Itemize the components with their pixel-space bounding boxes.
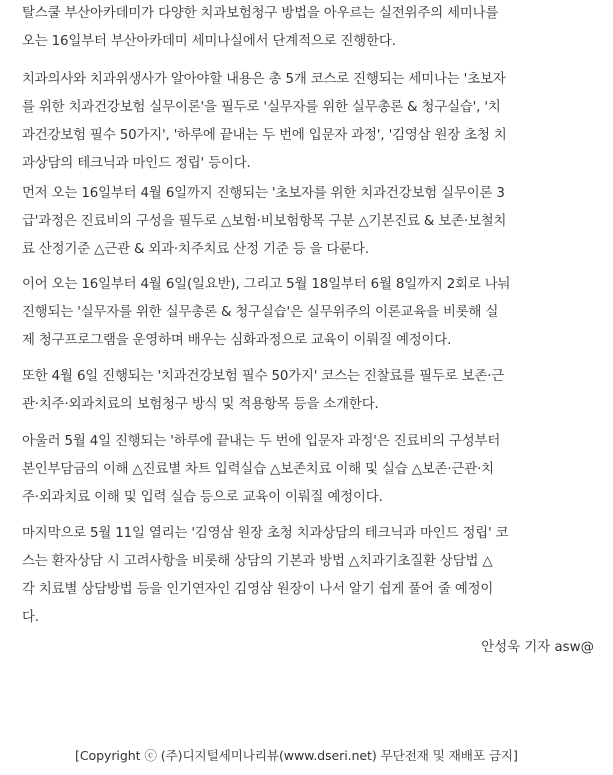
text-line: 아울러 5월 4일 진행되는 '하루에 끝내는 두 번에 입문자 과정'은 진료비의 구성부터 bbox=[22, 434, 501, 449]
paragraph-consultation-course bbox=[22, 520, 508, 632]
paragraph-practitioner-course bbox=[22, 271, 510, 355]
text-line: 과상담의 테크닉과 마인드 정립' 등이다. bbox=[22, 156, 251, 171]
text-line: 급'과정은 진료비의 구성을 필두로 △보험·비보험항목 구분 △기본진료 & 보존·보철치 bbox=[22, 214, 507, 229]
text-line: 스는 환자상담 시 고려사항을 비롯해 상담의 기본과 방법 △치과기초질환 상담법 △ bbox=[22, 554, 493, 569]
text-line: 제 청구프로그램을 운영하며 배우는 심화과정으로 교육이 이뤄질 예정이다. bbox=[22, 333, 452, 348]
text-line: 탈스쿨 부산아카데미가 다양한 치과보험청구 방법을 아우르는 실전위주의 세미나를 bbox=[22, 6, 499, 21]
text-line: 이어 오는 16일부터 4월 6일(일요반), 그리고 5월 18일부터 6월 8일까지 2회로 나눠 bbox=[22, 277, 511, 292]
text-line: 를 위한 치과건강보험 실무이론'을 필두로 '실무자를 위한 실무총론 & 청구실습', '치 bbox=[22, 100, 501, 115]
text-line: 각 치료별 상담방법 등을 인기연자인 김영삼 원장이 나서 알기 쉽게 풀어 줄 예정이 bbox=[22, 582, 494, 597]
copyright-notice: [Copyright ⓒ (주)디지털세미나리뷰(www.dseri.net) 무단전재 및 재배포 금지] bbox=[75, 748, 518, 763]
paragraph-beginner-course bbox=[22, 180, 506, 264]
text-line: 다. bbox=[22, 610, 39, 625]
paragraph-intro bbox=[22, 0, 498, 56]
paragraph-essentials-course bbox=[22, 363, 504, 419]
text-line: 료 산정기준 △근관 & 외과·치주치료 산정 기준 등 을 다룬다. bbox=[22, 242, 369, 257]
text-line: 먼저 오는 16일부터 4월 6일까지 진행되는 '초보자를 위한 치과건강보험 실무이론 3 bbox=[22, 186, 505, 201]
text-line: 관·치주·외과치료의 보험청구 방식 및 적용항목 등을 소개한다. bbox=[22, 397, 379, 412]
text-line: 또한 4월 6일 진행되는 '치과건강보험 필수 50가지' 코스는 진찰료를 필두로 보존·근 bbox=[22, 369, 505, 384]
text-line: 진행되는 '실무자를 위한 실무총론 & 청구실습'은 실무위주의 이론교육을 비롯해 실 bbox=[22, 305, 499, 320]
text-line: 치과의사와 치과위생사가 알아야할 내용은 총 5개 코스로 진행되는 세미나는 '초보자 bbox=[22, 72, 506, 87]
text-line: 마지막으로 5월 11일 열리는 '김영삼 원장 초청 치과상담의 테크닉과 마인드 정립' 코 bbox=[22, 526, 509, 541]
text-line: 본인부담금의 이해 △진료별 차트 입력실습 △보존치료 이해 및 실습 △보존·근관·치 bbox=[22, 462, 494, 477]
reporter-byline: 안성욱 기자 asw@ bbox=[481, 640, 594, 655]
paragraph-intro-course bbox=[22, 428, 500, 512]
text-line: 과건강보험 필수 50가지', '하루에 끝내는 두 번에 입문자 과정', '김영삼 원장 초청 치 bbox=[22, 128, 507, 143]
text-line: 오는 16일부터 부산아카데미 세미나실에서 단계적으로 진행한다. bbox=[22, 34, 396, 49]
paragraph-courses bbox=[22, 66, 507, 178]
text-line: 주·외과치료 이해 및 입력 실습 등으로 교육이 이뤄질 예정이다. bbox=[22, 490, 383, 505]
